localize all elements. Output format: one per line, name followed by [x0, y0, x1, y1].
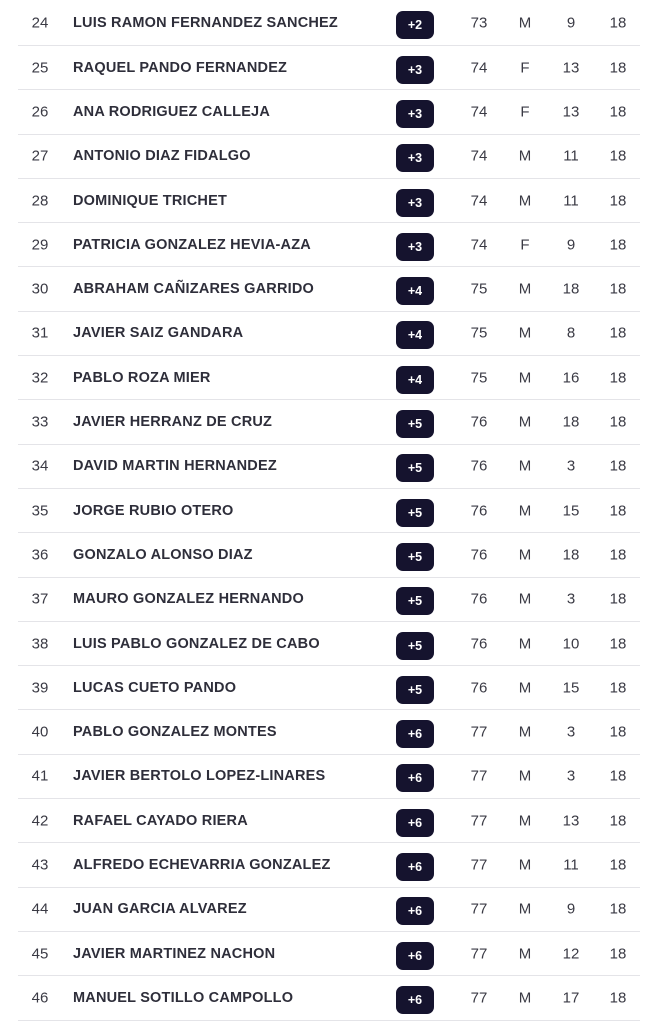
gender-cell: M — [518, 679, 532, 697]
score-badge: +5 — [396, 410, 434, 438]
strokes-cell: 76 — [470, 457, 488, 475]
position-cell: 44 — [31, 900, 49, 918]
player-name: ALFREDO ECHEVARRIA GONZALEZ — [73, 856, 331, 873]
holes-cell: 18 — [609, 590, 627, 608]
player-name: JAVIER MARTINEZ NACHON — [73, 945, 276, 962]
gender-cell: M — [518, 590, 532, 608]
position-cell: 38 — [31, 635, 49, 652]
strokes-cell: 77 — [470, 945, 488, 963]
score-badge: +5 — [396, 587, 434, 615]
holes-cell: 18 — [609, 900, 627, 918]
leaderboard-table — [18, 0, 640, 1021]
handicap-cell: 3 — [566, 723, 576, 741]
player-name: GONZALO ALONSO DIAZ — [73, 546, 253, 563]
gender-cell: M — [518, 502, 532, 520]
leaderboard-row[interactable] — [18, 533, 640, 577]
player-name: PATRICIA GONZALEZ HEVIA-AZA — [73, 236, 311, 253]
score-badge: +6 — [396, 853, 434, 881]
score-badge: +6 — [396, 809, 434, 837]
position-cell: 28 — [31, 192, 49, 210]
handicap-cell: 18 — [562, 546, 580, 564]
handicap-cell: 18 — [562, 413, 580, 431]
leaderboard-row[interactable] — [18, 46, 640, 90]
score-badge: +6 — [396, 720, 434, 748]
score-badge: +6 — [396, 986, 434, 1014]
leaderboard-row[interactable] — [18, 90, 640, 134]
handicap-cell: 3 — [566, 590, 576, 608]
position-cell: 29 — [31, 236, 49, 254]
leaderboard-row[interactable] — [18, 400, 640, 444]
leaderboard-row[interactable] — [18, 755, 640, 799]
holes-cell: 18 — [609, 236, 627, 254]
holes-cell: 18 — [609, 103, 627, 121]
handicap-cell: 9 — [566, 900, 576, 918]
position-cell: 27 — [31, 147, 49, 165]
gender-cell: M — [518, 413, 532, 431]
gender-cell: F — [520, 103, 530, 121]
handicap-cell: 16 — [562, 369, 580, 387]
holes-cell: 18 — [609, 502, 627, 520]
gender-cell: M — [518, 147, 532, 165]
holes-cell: 18 — [609, 812, 627, 830]
strokes-cell: 74 — [470, 236, 488, 254]
strokes-cell: 76 — [470, 502, 488, 520]
holes-cell: 18 — [609, 147, 627, 165]
holes-cell: 18 — [609, 369, 627, 387]
player-name: MAURO GONZALEZ HERNANDO — [73, 591, 304, 608]
handicap-cell: 12 — [562, 945, 580, 963]
score-badge: +5 — [396, 499, 434, 527]
position-cell: 41 — [31, 767, 49, 785]
score-badge: +6 — [396, 764, 434, 792]
strokes-cell: 75 — [470, 369, 488, 387]
strokes-cell: 76 — [470, 635, 488, 652]
holes-cell: 18 — [609, 989, 627, 1007]
position-cell: 33 — [31, 413, 49, 431]
player-name: DOMINIQUE TRICHET — [73, 192, 228, 209]
leaderboard-row[interactable] — [18, 578, 640, 622]
handicap-cell: 13 — [562, 59, 580, 77]
position-cell: 34 — [31, 457, 49, 475]
player-name: LUCAS CUETO PANDO — [73, 679, 237, 696]
strokes-cell: 74 — [470, 147, 488, 165]
holes-cell: 18 — [609, 280, 627, 298]
gender-cell: M — [518, 192, 532, 210]
strokes-cell: 77 — [470, 989, 488, 1007]
score-badge: +6 — [396, 942, 434, 970]
gender-cell: F — [520, 59, 530, 77]
leaderboard-row[interactable] — [18, 312, 640, 356]
leaderboard-row[interactable] — [18, 135, 640, 179]
position-cell: 43 — [31, 856, 49, 874]
strokes-cell: 75 — [470, 280, 488, 298]
player-name: RAQUEL PANDO FERNANDEZ — [73, 59, 288, 76]
player-name: PABLO ROZA MIER — [73, 369, 211, 386]
position-cell: 24 — [31, 14, 49, 31]
player-name: JORGE RUBIO OTERO — [73, 502, 234, 519]
leaderboard-row[interactable] — [18, 223, 640, 267]
gender-cell: F — [520, 236, 530, 254]
score-badge: +5 — [396, 454, 434, 482]
handicap-cell: 11 — [563, 856, 579, 874]
player-name: ANA RODRIGUEZ CALLEJA — [73, 103, 270, 120]
position-cell: 25 — [31, 59, 49, 77]
holes-cell: 18 — [609, 767, 627, 785]
handicap-cell: 9 — [566, 236, 576, 254]
gender-cell: M — [518, 457, 532, 475]
position-cell: 30 — [31, 280, 49, 298]
score-badge: +4 — [396, 277, 434, 305]
position-cell: 36 — [31, 546, 49, 564]
handicap-cell: 9 — [566, 14, 576, 31]
gender-cell: M — [518, 14, 532, 31]
position-cell: 42 — [31, 812, 49, 830]
leaderboard-row[interactable] — [18, 356, 640, 400]
holes-cell: 18 — [609, 856, 627, 874]
handicap-cell: 13 — [562, 103, 580, 121]
player-name: JAVIER BERTOLO LOPEZ-LINARES — [73, 768, 326, 785]
leaderboard-row[interactable] — [18, 445, 640, 489]
position-cell: 37 — [31, 590, 49, 608]
score-badge: +3 — [396, 189, 434, 217]
gender-cell: M — [518, 812, 532, 830]
gender-cell: M — [518, 856, 532, 874]
score-badge: +5 — [396, 676, 434, 704]
player-name: RAFAEL CAYADO RIERA — [73, 812, 248, 829]
handicap-cell: 15 — [562, 502, 580, 520]
score-badge: +5 — [396, 543, 434, 571]
holes-cell: 18 — [609, 457, 627, 475]
leaderboard-row[interactable] — [18, 976, 640, 1020]
holes-cell: 18 — [609, 679, 627, 697]
strokes-cell: 77 — [470, 856, 488, 874]
leaderboard-row[interactable] — [18, 489, 640, 533]
leaderboard-row[interactable] — [18, 179, 640, 223]
player-name: DAVID MARTIN HERNANDEZ — [73, 458, 277, 475]
handicap-cell: 3 — [566, 767, 576, 785]
holes-cell: 18 — [609, 546, 627, 564]
handicap-cell: 10 — [562, 635, 580, 652]
gender-cell: M — [518, 945, 532, 963]
strokes-cell: 75 — [470, 324, 488, 342]
score-badge: +2 — [396, 11, 434, 39]
gender-cell: M — [518, 280, 532, 298]
leaderboard-row[interactable] — [18, 622, 640, 666]
leaderboard-row[interactable] — [18, 267, 640, 311]
score-badge: +5 — [396, 632, 434, 660]
strokes-cell: 76 — [470, 590, 488, 608]
strokes-cell: 77 — [470, 723, 488, 741]
handicap-cell: 11 — [563, 147, 579, 165]
leaderboard-row[interactable] — [18, 843, 640, 887]
strokes-cell: 76 — [470, 679, 488, 697]
leaderboard-row[interactable] — [18, 932, 640, 976]
strokes-cell: 77 — [470, 767, 488, 785]
strokes-cell: 74 — [470, 192, 488, 210]
position-cell: 32 — [31, 369, 49, 387]
holes-cell: 18 — [609, 635, 627, 652]
gender-cell: M — [518, 723, 532, 741]
position-cell: 46 — [31, 989, 49, 1007]
holes-cell: 18 — [609, 413, 627, 431]
handicap-cell: 18 — [562, 280, 580, 298]
holes-cell: 18 — [609, 723, 627, 741]
gender-cell: M — [518, 635, 532, 652]
player-name: PABLO GONZALEZ MONTES — [73, 724, 277, 741]
player-name: MANUEL SOTILLO CAMPOLLO — [73, 989, 294, 1006]
gender-cell: M — [518, 767, 532, 785]
strokes-cell: 74 — [470, 59, 488, 77]
holes-cell: 18 — [609, 324, 627, 342]
player-name: ABRAHAM CAÑIZARES GARRIDO — [73, 281, 315, 298]
strokes-cell: 74 — [470, 103, 488, 121]
leaderboard-row[interactable] — [18, 888, 640, 932]
player-name: ANTONIO DIAZ FIDALGO — [73, 148, 251, 165]
player-name: LUIS RAMON FERNANDEZ SANCHEZ — [73, 14, 338, 31]
score-badge: +3 — [396, 144, 434, 172]
position-cell: 31 — [31, 324, 49, 342]
holes-cell: 18 — [609, 14, 627, 31]
gender-cell: M — [518, 324, 532, 342]
player-name: JUAN GARCIA ALVAREZ — [73, 901, 247, 918]
strokes-cell: 77 — [470, 900, 488, 918]
score-badge: +3 — [396, 56, 434, 84]
player-name: JAVIER SAIZ GANDARA — [73, 325, 244, 342]
leaderboard-row[interactable] — [18, 666, 640, 710]
leaderboard-row[interactable] — [18, 0, 640, 46]
handicap-cell: 13 — [562, 812, 580, 830]
player-name: JAVIER HERRANZ DE CRUZ — [73, 414, 273, 431]
strokes-cell: 76 — [470, 546, 488, 564]
handicap-cell: 11 — [563, 192, 579, 210]
gender-cell: M — [518, 900, 532, 918]
score-badge: +4 — [396, 321, 434, 349]
holes-cell: 18 — [609, 59, 627, 77]
position-cell: 39 — [31, 679, 49, 697]
handicap-cell: 15 — [562, 679, 580, 697]
leaderboard-row[interactable] — [18, 710, 640, 754]
gender-cell: M — [518, 989, 532, 1007]
leaderboard-row[interactable] — [18, 799, 640, 843]
handicap-cell: 8 — [566, 324, 576, 342]
player-name: LUIS PABLO GONZALEZ DE CABO — [73, 635, 320, 652]
score-badge: +4 — [396, 366, 434, 394]
strokes-cell: 77 — [470, 812, 488, 830]
position-cell: 40 — [31, 723, 49, 741]
position-cell: 45 — [31, 945, 49, 963]
holes-cell: 18 — [609, 192, 627, 210]
score-badge: +3 — [396, 100, 434, 128]
gender-cell: M — [518, 369, 532, 387]
handicap-cell: 3 — [566, 457, 576, 475]
gender-cell: M — [518, 546, 532, 564]
strokes-cell: 73 — [470, 14, 488, 31]
handicap-cell: 17 — [562, 989, 580, 1007]
position-cell: 26 — [31, 103, 49, 121]
score-badge: +3 — [396, 233, 434, 261]
score-badge: +6 — [396, 897, 434, 925]
strokes-cell: 76 — [470, 413, 488, 431]
position-cell: 35 — [31, 502, 49, 520]
holes-cell: 18 — [609, 945, 627, 963]
